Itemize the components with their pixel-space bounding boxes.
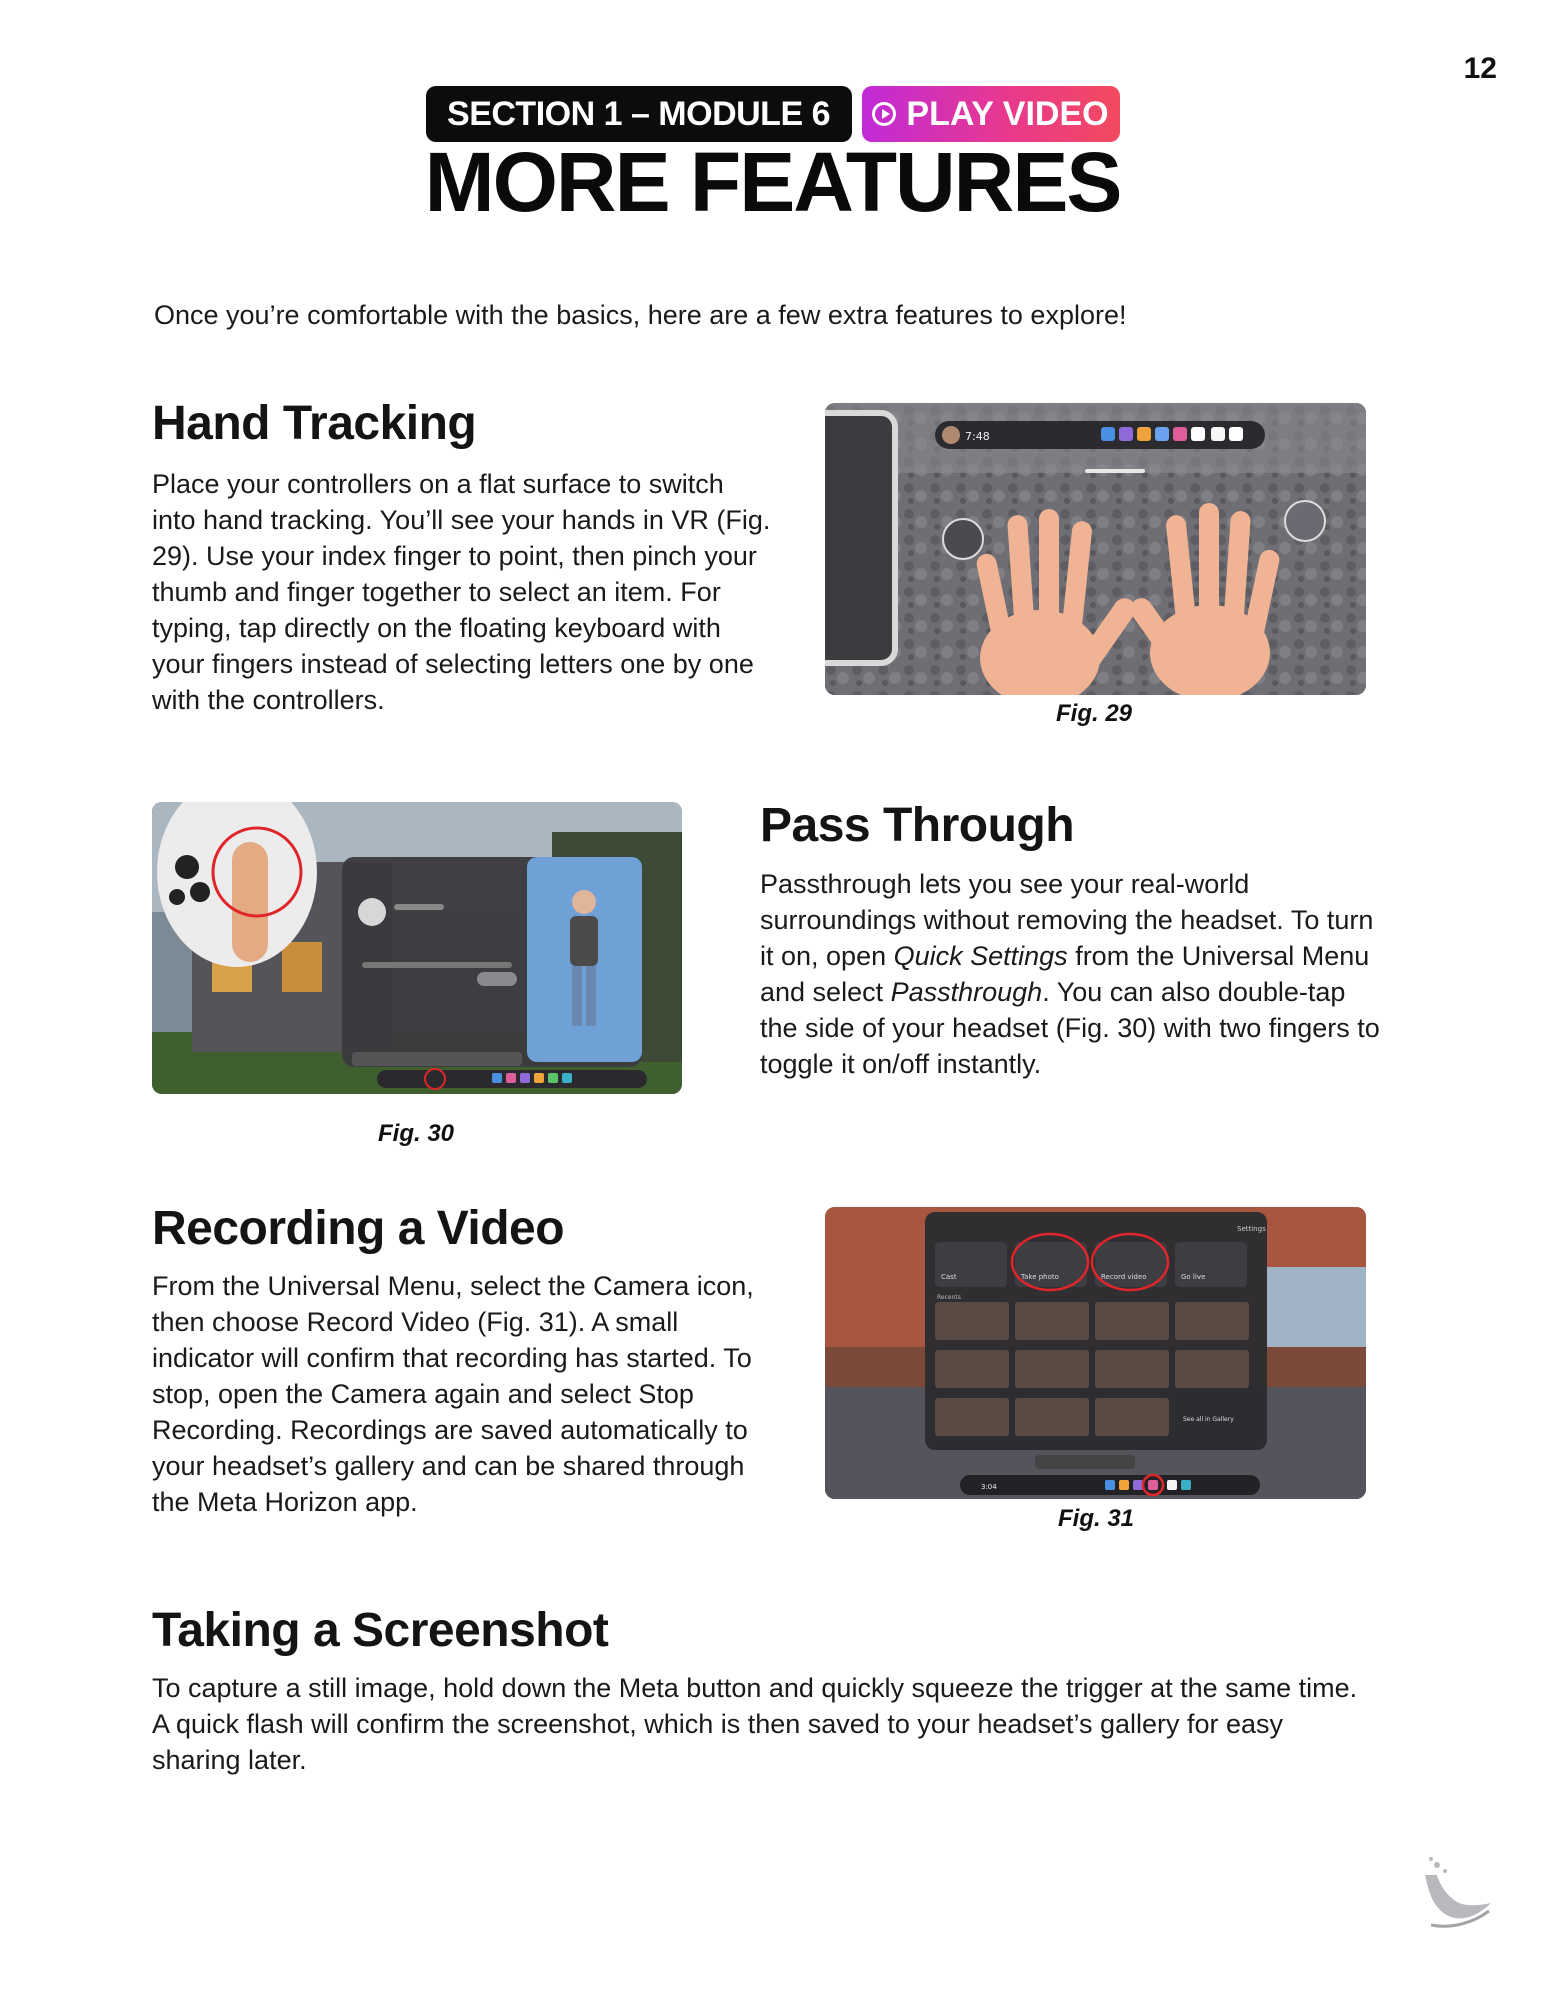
- play-video-label: PLAY VIDEO: [906, 94, 1109, 133]
- window-edge: [825, 413, 895, 663]
- intro-text: Once you’re comfortable with the basics, here are a few extra features to explore!: [154, 300, 1127, 330]
- screenshot-heading: Taking a Screenshot: [152, 1604, 609, 1657]
- fig-29-image: [825, 403, 1366, 695]
- svg-text:Recents: Recents: [937, 1294, 961, 1301]
- svg-text:3:04: 3:04: [981, 1483, 997, 1491]
- svg-text:Record video: Record video: [1101, 1273, 1147, 1281]
- fig-30-image: [152, 802, 682, 1094]
- page-title: MORE FEATURES: [424, 135, 1121, 229]
- page-number: 12: [1463, 52, 1497, 85]
- fig-30-caption: Fig. 30: [378, 1120, 455, 1147]
- recording-heading: Recording a Video: [152, 1202, 565, 1255]
- pass-through-heading: Pass Through: [760, 799, 1075, 852]
- svg-text:Go live: Go live: [1181, 1273, 1206, 1281]
- screenshot-body: To capture a still image, hold down the Meta button and quickly squeeze the trigger at the same time. A quick flash will confirm the screenshot, which is then saved to your headset’s gallery for easy sharing later.: [152, 1673, 1358, 1775]
- svg-text:Take photo: Take photo: [1021, 1273, 1059, 1281]
- brand-logo: [1411, 1855, 1501, 1940]
- fig-31-image: [825, 1207, 1366, 1499]
- fig-31-caption: Fig. 31: [1058, 1505, 1135, 1532]
- fig-29-caption: Fig. 29: [1056, 700, 1133, 727]
- hand-tracking-heading: Hand Tracking: [152, 397, 477, 450]
- section-badge: SECTION 1 – MODULE 6: [426, 86, 852, 142]
- svg-text:See all in Gallery: See all in Gallery: [1183, 1416, 1234, 1423]
- recording-body: From the Universal Menu, select the Camera icon, then choose Record Video (Fig. 31). A small indicator will confirm that recording has started. To stop, open the Camera again and select Stop Recording. Recordings are saved automatically to your headset’s gallery and can be shared through the Meta Horizon app.: [152, 1271, 754, 1517]
- svg-text:Cast: Cast: [941, 1273, 957, 1281]
- play-circle-icon: [872, 102, 896, 126]
- svg-text:7:48: 7:48: [965, 430, 990, 443]
- svg-text:Settings: Settings: [1237, 1225, 1266, 1233]
- pass-through-body: Passthrough lets you see your real-world surroundings without removing the headset. To turn it on, open Quick Settings from the Universal Menu and select Passthrough. You can also double-tap the side of your headset (Fig. 30) with two fingers to toggle it on/off instantly.: [760, 869, 1380, 1079]
- hand-tracking-body: Place your controllers on a flat surface to switch into hand tracking. You’ll see your hands in VR (Fig. 29). Use your index finger to point, then pinch your thumb and finger together to select an item. For typing, tap directly on the floating keyboard with your fingers instead of selecting letters one by one with the controllers.: [152, 469, 771, 715]
